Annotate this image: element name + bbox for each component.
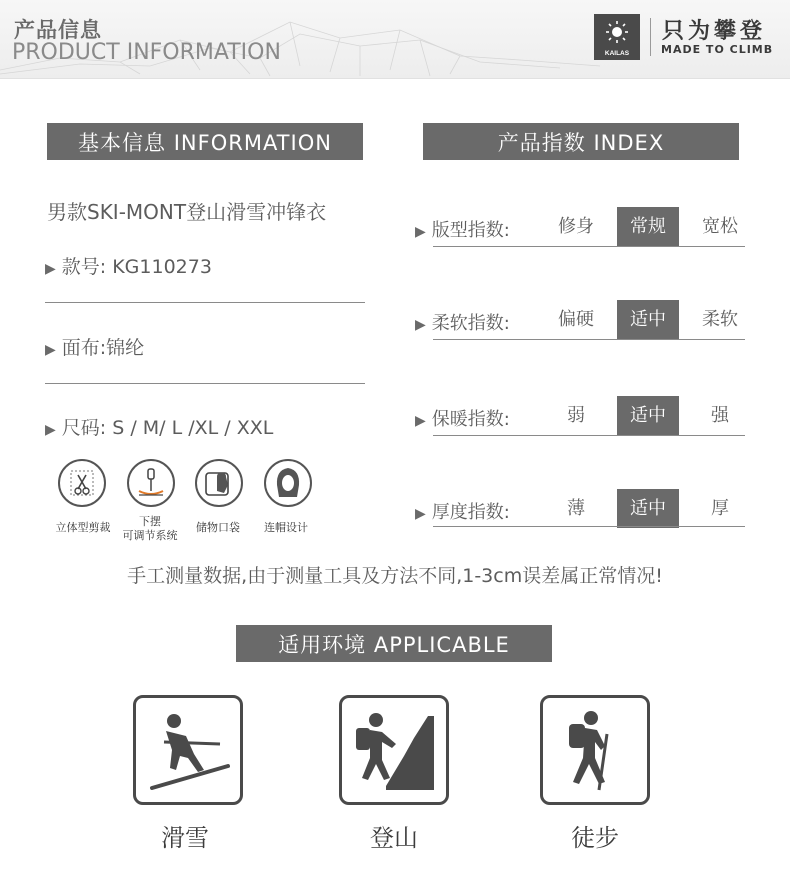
page-header: [0, 0, 790, 79]
climbing-icon: [339, 695, 449, 805]
index-option-selected: 常规: [617, 207, 679, 246]
logo-divider: [650, 18, 651, 56]
index-option: 厚: [711, 498, 729, 519]
header-title-en: PRODUCT INFORMATION: [12, 40, 281, 65]
index-option: 偏硬: [558, 309, 594, 330]
hood-icon: [264, 459, 312, 507]
divider: [433, 246, 745, 247]
divider: [433, 526, 745, 527]
feature-label: 立体型剪裁: [55, 521, 111, 534]
divider: [45, 383, 365, 384]
measurement-note: 手工测量数据,由于测量工具及方法不同,1-3cm误差属正常情况!: [127, 565, 663, 587]
feature-hood: [264, 459, 312, 507]
feature-label: 储物口袋: [196, 521, 240, 534]
index-label: 保暖指数:: [431, 409, 510, 430]
feature-scissors: [58, 459, 106, 507]
pocket-icon: [195, 459, 243, 507]
logo-text: KAILAS: [604, 50, 630, 57]
feature-hem: [127, 459, 175, 507]
index-row-warmth: [415, 405, 510, 431]
index-option: 薄: [567, 498, 585, 519]
index-label: 柔软指数:: [431, 313, 510, 334]
arrow-right-icon: ▶: [415, 224, 426, 240]
applicable-heading: 适用环境 APPLICABLE: [236, 625, 552, 662]
index-label: 版型指数:: [431, 220, 510, 241]
arrow-right-icon: ▶: [415, 317, 426, 333]
skiing-icon: [133, 695, 243, 805]
feature-label-line1: 下摆: [139, 515, 161, 528]
feature-pocket: [195, 459, 243, 507]
arrow-right-icon: ▶: [45, 422, 56, 438]
arrow-right-icon: ▶: [415, 506, 426, 522]
divider: [433, 435, 745, 436]
adjustable-hem-icon: [127, 459, 175, 507]
arrow-right-icon: ▶: [45, 261, 56, 277]
sun-mountain-icon: [594, 14, 640, 60]
scissors-icon: [58, 459, 106, 507]
index-option: 弱: [567, 405, 585, 426]
index-heading: 产品指数 INDEX: [423, 123, 739, 160]
applicable-label: 登山: [370, 824, 418, 852]
arrow-right-icon: ▶: [415, 413, 426, 429]
arrow-right-icon: ▶: [45, 342, 56, 358]
feature-label-line2: 可调节系统: [122, 529, 178, 542]
sizes-row: [45, 413, 273, 440]
header-title-cn: 产品信息: [14, 18, 102, 42]
index-label: 厚度指数:: [431, 502, 510, 523]
hiking-icon: [540, 695, 650, 805]
index-option: 修身: [558, 216, 594, 237]
sizes: 尺码: S / M/ L /XL / XXL: [61, 417, 274, 439]
index-option-selected: 适中: [617, 489, 679, 528]
index-option: 宽松: [702, 216, 738, 237]
applicable-label: 滑雪: [161, 824, 209, 852]
divider: [45, 302, 365, 303]
kailas-logo: [594, 14, 640, 60]
model-number-row: [45, 252, 212, 279]
index-option: 强: [711, 405, 729, 426]
basic-info-heading: 基本信息 INFORMATION: [47, 123, 363, 160]
divider: [433, 339, 745, 340]
index-row-thickness: [415, 498, 510, 524]
fabric-row: [45, 333, 144, 360]
index-option: 柔软: [702, 309, 738, 330]
applicable-label: 徒步: [571, 824, 619, 852]
index-option-selected: 适中: [617, 396, 679, 435]
index-row-softness: [415, 309, 510, 335]
index-option-selected: 适中: [617, 300, 679, 339]
product-name: 男款SKI-MONT登山滑雪冲锋衣: [47, 200, 327, 224]
slogan-en: MADE TO CLIMB: [661, 43, 774, 56]
fabric: 面布:锦纶: [61, 337, 145, 359]
slogan-cn: 只为攀登: [662, 19, 767, 44]
feature-label: 连帽设计: [264, 521, 308, 534]
model-number: 款号: KG110273: [61, 256, 212, 278]
index-row-fit: [415, 216, 510, 242]
